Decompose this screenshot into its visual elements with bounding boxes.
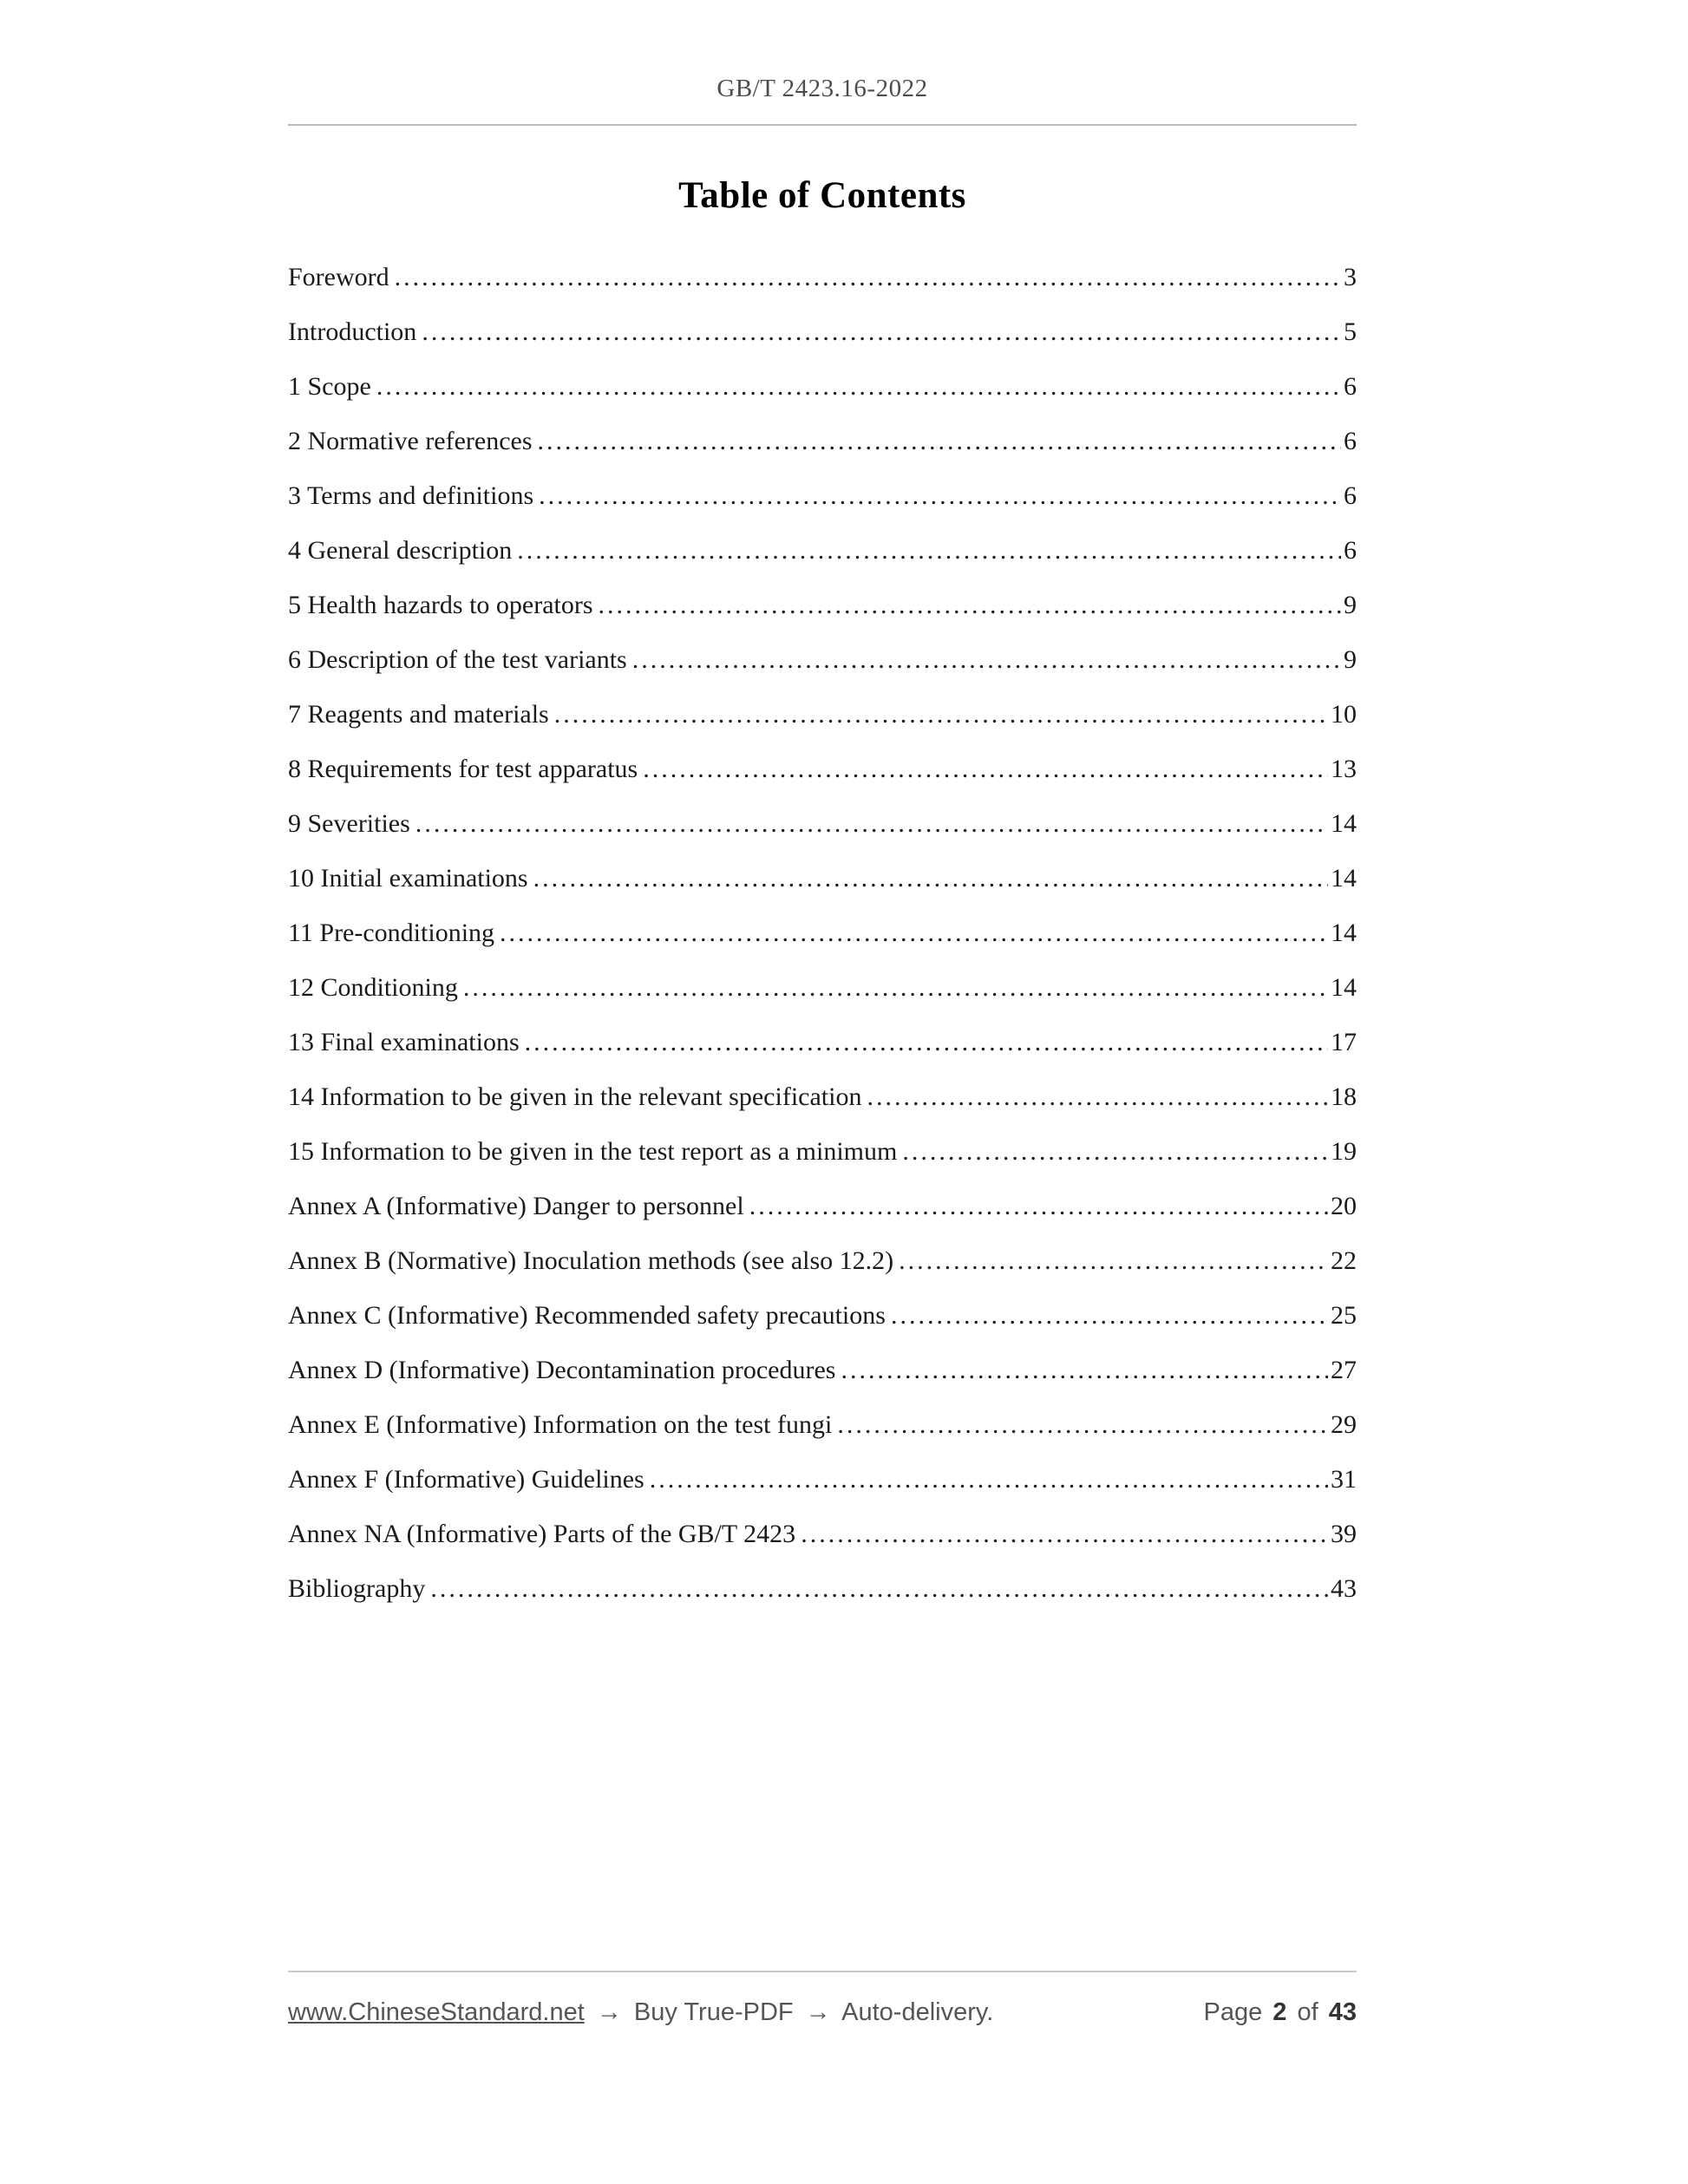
toc-entry-page: 14	[1331, 809, 1357, 838]
toc-entry-page: 20	[1331, 1192, 1357, 1220]
toc-entry-page: 29	[1331, 1410, 1357, 1439]
toc-entry-page: 6	[1344, 372, 1357, 401]
toc-entry[interactable]	[288, 1300, 1357, 1331]
toc-dot-leader	[599, 590, 1341, 621]
toc-list	[288, 262, 1357, 1605]
toc-dot-leader	[525, 1027, 1328, 1058]
toc-dot-leader	[801, 1519, 1328, 1550]
toc-dot-leader	[538, 426, 1341, 457]
toc-entry-page: 6	[1344, 536, 1357, 565]
toc-entry[interactable]	[288, 1082, 1357, 1113]
toc-entry-label: 1 Scope	[288, 372, 371, 401]
toc-entry-label: Foreword	[288, 263, 389, 291]
toc-entry-page: 10	[1331, 700, 1357, 729]
toc-dot-leader	[533, 863, 1328, 894]
toc-entry-label: 4 General description	[288, 536, 513, 565]
toc-entry[interactable]	[288, 1409, 1357, 1441]
toc-dot-leader	[749, 1191, 1328, 1222]
toc-entry-label: Introduction	[288, 317, 417, 346]
toc-entry-page: 6	[1344, 427, 1357, 455]
toc-entry-label: Annex F (Informative) Guidelines	[288, 1465, 644, 1494]
toc-entry-page: 18	[1331, 1082, 1357, 1111]
toc-entry[interactable]	[288, 590, 1357, 621]
toc-entry[interactable]	[288, 317, 1357, 348]
toc-entry[interactable]	[288, 481, 1357, 512]
footer-promo	[288, 1998, 998, 2027]
toc-entry-label: Annex D (Informative) Decontamination procedures	[288, 1356, 836, 1384]
toc-entry-label: 6 Description of the test variants	[288, 645, 627, 674]
buy-pdf-text: Buy True-PDF	[633, 1998, 794, 2026]
toc-entry[interactable]	[288, 426, 1357, 457]
toc-entry[interactable]	[288, 1191, 1357, 1222]
header-divider	[288, 124, 1357, 126]
page-of-word: of	[1297, 1998, 1318, 2026]
toc-entry-label: 7 Reagents and materials	[288, 700, 549, 729]
toc-entry-page: 31	[1331, 1465, 1357, 1494]
toc-dot-leader	[376, 371, 1341, 402]
page-current-number: 2	[1273, 1998, 1287, 2026]
page-word: Page	[1203, 1998, 1263, 2026]
toc-entry-page: 6	[1344, 481, 1357, 510]
toc-entry-page: 14	[1331, 973, 1357, 1002]
toc-entry-page: 9	[1344, 645, 1357, 674]
toc-entry-label: 3 Terms and definitions	[288, 481, 534, 510]
toc-entry-label: 11 Pre-conditioning	[288, 919, 495, 947]
toc-entry-page: 27	[1331, 1356, 1357, 1384]
toc-entry-page: 22	[1331, 1246, 1357, 1275]
toc-dot-leader	[415, 808, 1328, 840]
toc-dot-leader	[643, 754, 1328, 785]
toc-entry[interactable]	[288, 371, 1357, 402]
document-number-header: GB/T 2423.16-2022	[716, 75, 928, 102]
toc-entry-label: Annex C (Informative) Recommended safety precautions	[288, 1301, 886, 1330]
toc-entry[interactable]	[288, 808, 1357, 840]
toc-entry[interactable]	[288, 1519, 1357, 1550]
toc-entry[interactable]	[288, 644, 1357, 676]
toc-entry[interactable]	[288, 699, 1357, 730]
toc-entry-label: Annex A (Informative) Danger to personnel	[288, 1192, 744, 1220]
toc-entry-label: Annex E (Informative) Information on the test fungi	[288, 1410, 833, 1439]
page-indicator	[1200, 1998, 1357, 2027]
toc-entry[interactable]	[288, 1464, 1357, 1495]
toc-entry-label: 8 Requirements for test apparatus	[288, 755, 638, 783]
arrow-right-icon: →	[596, 1998, 622, 2026]
page-total-number: 43	[1328, 1998, 1357, 2026]
toc-entry-label: 2 Normative references	[288, 427, 533, 455]
toc-entry[interactable]	[288, 262, 1357, 293]
toc-entry-label: 12 Conditioning	[288, 973, 458, 1002]
toc-dot-leader	[422, 317, 1341, 348]
toc-entry-page: 17	[1331, 1028, 1357, 1056]
page-content	[288, 0, 1357, 1628]
toc-entry-label: 15 Information to be given in the test report as a minimum	[288, 1137, 898, 1166]
page-footer	[288, 1971, 1357, 2027]
toc-entry[interactable]	[288, 1027, 1357, 1058]
toc-entry-page: 13	[1331, 755, 1357, 783]
toc-dot-leader	[430, 1573, 1328, 1605]
arrow-right-icon: →	[805, 1998, 831, 2026]
toc-entry[interactable]	[288, 535, 1357, 566]
toc-dot-leader	[650, 1464, 1328, 1495]
auto-delivery-text: Auto-delivery.	[841, 1998, 994, 2026]
toc-dot-leader	[554, 699, 1328, 730]
toc-dot-leader	[902, 1136, 1328, 1167]
footer-divider	[288, 1971, 1357, 1972]
toc-entry-page: 5	[1344, 317, 1357, 346]
toc-entry-label: Bibliography	[288, 1574, 426, 1603]
toc-entry-page: 9	[1344, 591, 1357, 619]
toc-entry-label: 5 Health hazards to operators	[288, 591, 593, 619]
toc-entry[interactable]	[288, 1246, 1357, 1277]
toc-entry-page: 3	[1344, 263, 1357, 291]
toc-entry-label: Annex B (Normative) Inoculation methods (see also 12.2)	[288, 1246, 894, 1275]
toc-entry-page: 25	[1331, 1301, 1357, 1330]
toc-entry[interactable]	[288, 1355, 1357, 1386]
toc-dot-leader	[395, 262, 1341, 293]
toc-entry[interactable]	[288, 863, 1357, 894]
toc-entry[interactable]	[288, 1573, 1357, 1605]
toc-entry-label: Annex NA (Informative) Parts of the GB/T 2423	[288, 1520, 796, 1548]
toc-entry-label: 9 Severities	[288, 809, 410, 838]
toc-entry-label: 14 Information to be given in the relevant specification	[288, 1082, 862, 1111]
toc-entry[interactable]	[288, 972, 1357, 1004]
toc-dot-leader	[500, 918, 1328, 949]
toc-entry-page: 19	[1331, 1137, 1357, 1166]
toc-dot-leader	[899, 1246, 1328, 1277]
toc-entry-page: 14	[1331, 864, 1357, 893]
toc-dot-leader	[463, 972, 1328, 1004]
toc-entry[interactable]	[288, 1136, 1357, 1167]
toc-dot-leader	[891, 1300, 1328, 1331]
toc-dot-leader	[841, 1355, 1328, 1386]
toc-entry-label: 13 Final examinations	[288, 1028, 520, 1056]
page-title: Table of Contents	[678, 175, 966, 216]
toc-entry-page: 39	[1331, 1520, 1357, 1548]
toc-entry[interactable]	[288, 918, 1357, 949]
site-link[interactable]: www.ChineseStandard.net	[288, 1998, 585, 2026]
toc-dot-leader	[517, 535, 1341, 566]
toc-entry-page: 14	[1331, 919, 1357, 947]
toc-dot-leader	[837, 1409, 1328, 1441]
toc-dot-leader	[632, 644, 1341, 676]
toc-dot-leader	[539, 481, 1341, 512]
toc-entry[interactable]	[288, 754, 1357, 785]
toc-entry-label: 10 Initial examinations	[288, 864, 528, 893]
toc-entry-page: 43	[1331, 1574, 1357, 1603]
toc-dot-leader	[867, 1082, 1328, 1113]
